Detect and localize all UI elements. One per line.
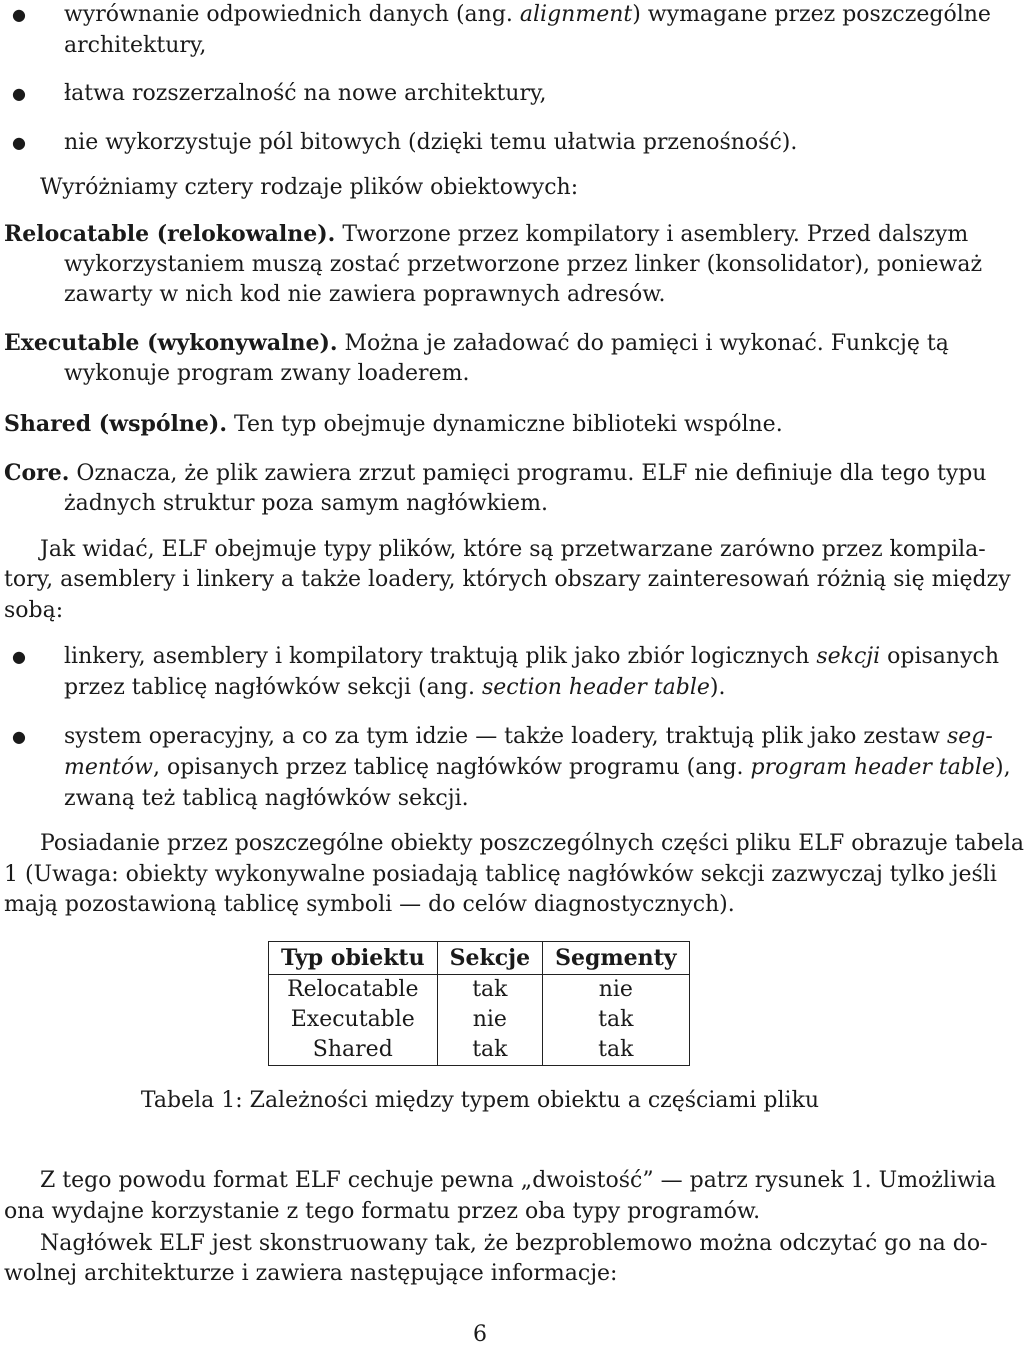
definition-term: Core. — [4, 460, 70, 486]
bullet-icon: ● — [12, 647, 26, 666]
paragraph-posiadanie-line1: Posiadanie przez poszczególne obiekty poszczególnych części pliku ELF obrazuje tabela — [40, 831, 1024, 856]
table-header-row — [269, 942, 690, 975]
table-header-cell: Typ obiektu — [269, 942, 438, 975]
bullet-item-linkers-line2 — [64, 673, 725, 703]
bullet-item-os-line1 — [64, 722, 993, 752]
table-cell: Shared — [269, 1035, 438, 1066]
definition-relocatable-line1 — [4, 219, 968, 249]
definition-term: Shared (wspólne). — [4, 411, 227, 437]
text-segment: Można je załadować do pamięci i wykonać. Funkcję tą — [337, 331, 949, 356]
bullet-item-bitfields: nie wykorzystuje pól bitowych (dzięki temu ułatwia przenośność). — [64, 130, 798, 155]
paragraph-ztego-line2: ona wydajne korzystanie z tego formatu przez oba typy programów. — [4, 1199, 761, 1224]
table-row — [269, 1005, 690, 1035]
definition-term: Executable (wykonywalne). — [4, 330, 338, 356]
paragraph-jak-line2: tory, asemblery i linkery a także loadery, których obszary zainteresowań różnią się między — [4, 567, 1011, 592]
definition-relocatable-line2: wykorzystaniem muszą zostać przetworzone przez linker (konsolidator), ponieważ — [64, 252, 983, 277]
paragraph-naglowek-line2: wolnej architekturze i zawiera następujące informacje: — [4, 1261, 618, 1286]
bullet-item-alignment-line2: architektury, — [64, 33, 207, 58]
object-types-table — [268, 941, 690, 1066]
definition-core-line2: żadnych struktur poza samym nagłówkiem. — [64, 491, 548, 516]
bullet-icon: ● — [12, 133, 26, 152]
text-segment: ) wymagane przez poszczególne — [632, 2, 991, 27]
paragraph-ztego-line1: Z tego powodu format ELF cechuje pewna „dwoistość” — patrz rysunek 1. Umożliwia — [40, 1168, 996, 1193]
bullet-item-os-line2 — [64, 753, 1011, 783]
bullet-item-extensibility: łatwa rozszerzalność na nowe architektury, — [64, 81, 547, 106]
table-caption: Tabela 1: Zależności między typem obiektu a częściami pliku — [140, 1088, 820, 1113]
text-segment: Ten typ obejmuje dynamiczne biblioteki wspólne. — [226, 412, 783, 437]
text-segment: wyrównanie odpowiednich danych (ang. — [64, 2, 520, 27]
table-cell: Executable — [269, 1005, 438, 1035]
emphasis-text: alignment — [519, 2, 633, 27]
paragraph-posiadanie-line3: mają pozostawioną tablicę symboli — do celów diagnostycznych). — [4, 892, 735, 917]
intro-paragraph: Wyróżniamy cztery rodzaje plików obiektowych: — [40, 175, 579, 200]
table-row — [269, 1035, 690, 1066]
text-segment: opisanych — [880, 644, 1000, 669]
definition-relocatable-line3: zawarty w nich kod nie zawiera poprawnych adresów. — [64, 282, 666, 307]
bullet-item-linkers-line1 — [64, 642, 999, 672]
emphasis-text: section header table — [481, 675, 710, 700]
emphasis-text: sekcji — [816, 644, 881, 669]
bullet-icon: ● — [12, 84, 26, 103]
text-segment: Tworzone przez kompilatory i asemblery. Przed dalszym — [335, 222, 969, 247]
bullet-item-alignment-line1 — [64, 0, 991, 30]
definition-term: Relocatable (relokowalne). — [4, 221, 336, 247]
paragraph-jak-line1: Jak widać, ELF obejmuje typy plików, które są przetwarzane zarówno przez kompila- — [40, 537, 986, 562]
table-cell: nie — [543, 975, 689, 1006]
page-number: 6 — [473, 1322, 487, 1347]
definition-executable-line2: wykonuje program zwany loaderem. — [64, 361, 470, 386]
emphasis-text: seg- — [947, 724, 993, 749]
table-header-cell: Segmenty — [543, 942, 689, 975]
text-segment: linkery, asemblery i kompilatory traktują plik jako zbiór logicznych — [64, 644, 817, 669]
table-cell: tak — [472, 977, 508, 1002]
emphasis-text: mentów — [64, 755, 153, 780]
table-cell: tak — [543, 1005, 689, 1035]
table-header-cell: Sekcje — [437, 942, 542, 975]
emphasis-text: program header table — [750, 755, 995, 780]
table-row — [269, 975, 690, 1006]
text-segment: przez tablicę nagłówków sekcji (ang. — [64, 675, 482, 700]
definition-executable-line1 — [4, 328, 949, 358]
table-cell: tak — [437, 1035, 542, 1066]
text-segment: ). — [709, 675, 726, 700]
text-segment: , opisanych przez tablicę nagłówków programu (ang. — [152, 755, 751, 780]
definition-core-line1 — [4, 458, 986, 488]
text-segment: Oznacza, że plik zawiera zrzut pamięci programu. ELF nie definiuje dla tego typu — [69, 461, 987, 486]
definition-shared-line1 — [4, 409, 783, 439]
bullet-icon: ● — [12, 5, 26, 24]
paragraph-naglowek-line1: Nagłówek ELF jest skonstruowany tak, że bezproblemowo można odczytać go na do- — [40, 1231, 988, 1256]
paragraph-posiadanie-line2: 1 (Uwaga: obiekty wykonywalne posiadają tablicę nagłówków sekcji zazwyczaj tylko jeśli — [4, 862, 997, 887]
table-cell: Relocatable — [269, 975, 438, 1006]
text-segment: ), — [994, 755, 1011, 780]
table-cell: nie — [472, 1007, 507, 1032]
table-cell: tak — [543, 1035, 689, 1066]
text-segment: system operacyjny, a co za tym idzie — także loadery, traktują plik jako zestaw — [64, 724, 947, 749]
bullet-item-os-line3: zwaną też tablicą nagłówków sekcji. — [64, 786, 469, 811]
paragraph-jak-line3: sobą: — [4, 598, 64, 623]
bullet-icon: ● — [12, 727, 26, 746]
